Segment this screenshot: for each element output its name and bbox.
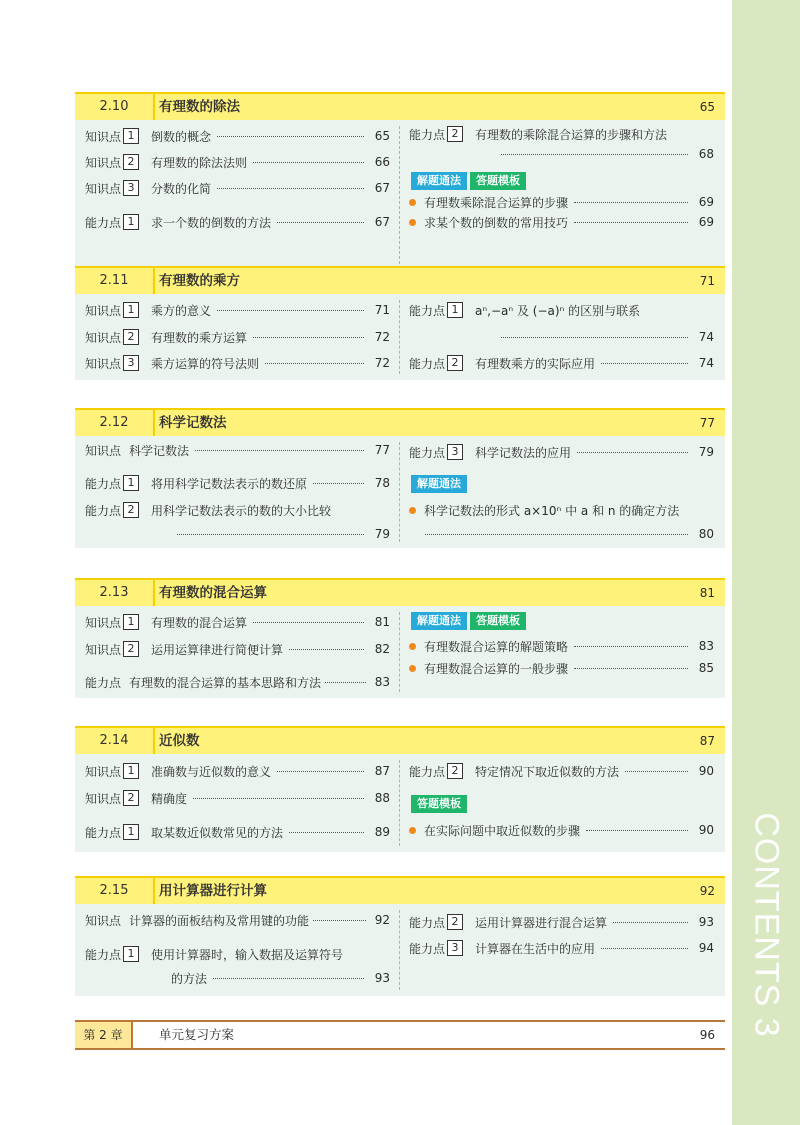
leader-dots [277,222,364,223]
entry-title: 科学记数法的形式 a×10ⁿ 中 a 和 n 的确定方法 [424,503,680,518]
leader-dots [501,337,688,338]
section-number: 2.14 [99,733,129,748]
leader-dots [253,622,364,623]
entry-title: 乘方运算的符号法则 [151,356,260,371]
entry-title: 分数的化简 [151,181,212,196]
entry-page: 72 [374,356,390,370]
leader-dots [313,920,366,921]
toc-bullet-entry[interactable] [409,636,714,656]
entry-number: 1 [123,824,139,840]
entry-title: 运用运算律进行简便计算 [151,642,284,657]
section-header [75,92,725,120]
entry-page: 90 [698,764,714,778]
toc-entry-continuation[interactable] [495,327,714,347]
entry-title: 科学记数法的应用 [475,445,572,460]
toc-entry[interactable] [85,440,390,460]
bullet-dot [409,199,416,206]
entry-page: 66 [374,155,390,169]
method-badges [411,172,529,190]
toc-entry-continuation[interactable] [171,524,390,544]
section-body [75,904,725,996]
section-2-10 [75,92,725,270]
entry-number: 1 [123,214,139,230]
leader-dots [217,188,364,189]
toc-entry[interactable] [85,178,390,198]
toc-entry[interactable] [85,500,390,520]
entry-page: 83 [698,639,714,653]
badge-dati: 答题模板 [470,172,526,190]
toc-bullet-entry[interactable] [409,658,714,678]
leader-dots [195,450,364,451]
section-number: 2.12 [99,415,129,430]
entry-title: 准确数与近似数的意义 [151,764,272,779]
entry-number: 3 [123,180,139,196]
entry-number: 1 [447,302,463,318]
leader-dots [577,452,688,453]
entry-page: 69 [698,215,714,229]
header-divider [153,580,155,606]
leader-dots [574,646,688,647]
entry-tag: 知识点 [85,642,122,657]
badge-jieti: 解题通法 [411,172,467,190]
section-title: 有理数的除法 [159,99,240,115]
entry-tag: 能力点 [409,915,446,930]
section-body [75,294,725,380]
entry-title: 有理数的乘除混合运算的步骤和方法 [475,127,668,142]
leader-dots [574,222,688,223]
entry-tag: 知识点 [85,155,122,170]
entry-title: 运用计算器进行混合运算 [475,915,608,930]
leader-dots [177,534,364,535]
entry-page: 89 [374,825,390,839]
toc-entry[interactable] [85,944,390,964]
column-divider [399,126,400,264]
entry-number: 1 [123,128,139,144]
badge-dati: 答题模板 [470,612,526,630]
toc-entry[interactable] [85,353,390,373]
method-badges [411,795,470,813]
leader-dots [313,483,364,484]
leader-dots [217,310,364,311]
header-divider [153,268,155,294]
entry-number: 1 [123,475,139,491]
section-title: 科学记数法 [159,415,227,431]
entry-number: 2 [123,502,139,518]
section-body [75,436,725,548]
leader-dots [277,771,364,772]
section-2-14 [75,726,725,852]
contents-side-label: CONTENTS 3 [747,812,786,1038]
entry-tag: 能力点 [85,825,122,840]
bullet-dot [409,219,416,226]
header-divider [153,878,155,904]
leader-dots [253,162,364,163]
section-page: 92 [699,884,715,898]
section-body [75,754,725,852]
entry-tag: 能力点 [409,127,446,142]
leader-dots [289,649,364,650]
entry-page: 71 [374,303,390,317]
entry-page: 82 [374,642,390,656]
header-divider [153,94,155,120]
entry-number: 2 [447,355,463,371]
entry-title: 精确度 [151,791,188,806]
column-divider [399,442,400,542]
toc-entry[interactable] [409,124,714,144]
entry-tag: 能力点 [85,675,122,690]
leader-dots [253,337,364,338]
leader-dots [586,830,688,831]
entry-tag: 能力点 [409,303,446,318]
entry-tag: 知识点 [85,129,122,144]
toc-entry[interactable] [409,353,714,373]
entry-title: 计算器的面板结构及常用键的功能 [129,913,310,928]
column-divider [399,910,400,990]
entry-number: 3 [447,444,463,460]
section-header [75,408,725,436]
bullet-dot [409,643,416,650]
section-body [75,120,725,270]
entry-tag: 知识点 [85,791,122,806]
leader-dots [213,978,364,979]
column-divider [399,612,400,692]
entry-tag: 知识点 [85,615,122,630]
toc-bullet-entry[interactable] [409,192,714,212]
entry-title: 倒数的概念 [151,129,212,144]
entry-title: 有理数乘除混合运算的步骤 [424,195,569,210]
toc-entry[interactable] [85,761,390,781]
leader-dots [501,154,688,155]
toc-entry[interactable] [85,300,390,320]
badge-jieti: 解题通法 [411,475,467,493]
entry-title: 有理数混合运算的解题策略 [424,639,569,654]
toc-entry[interactable] [409,761,714,781]
entry-tag: 能力点 [409,445,446,460]
entry-page: 79 [698,445,714,459]
chapter-label: 第 2 章 [75,1022,131,1048]
entry-page: 68 [698,147,714,161]
section-title: 用计算器进行计算 [159,883,267,899]
entry-title: 有理数乘方的实际应用 [475,356,596,371]
toc-entry-continuation[interactable] [419,524,714,544]
toc-bullet-entry[interactable] [409,820,714,840]
entry-tag: 能力点 [85,503,122,518]
entry-page: 92 [374,913,390,927]
toc-bullet-entry[interactable] [409,500,714,520]
entry-page: 81 [374,615,390,629]
entry-title: 在实际问题中取近似数的步骤 [424,823,581,838]
entry-title: 有理数的乘方运算 [151,330,248,345]
leader-dots [601,948,688,949]
entry-title-continued: 的方法 [171,971,208,986]
leader-dots [289,832,364,833]
chapter-title: 单元复习方案 [159,1027,235,1042]
entry-number: 2 [447,126,463,142]
entry-title: 有理数混合运算的一般步骤 [424,661,569,676]
entry-title: 计算器在生活中的应用 [475,941,596,956]
toc-entry-continuation[interactable] [495,144,714,164]
entry-page: 65 [374,129,390,143]
section-page: 65 [699,100,715,114]
leader-dots [425,534,688,535]
section-title: 近似数 [159,733,200,749]
bullet-dot [409,507,416,514]
toc-entry[interactable] [409,442,714,462]
entry-page: 72 [374,330,390,344]
chapter-review-entry[interactable] [75,1020,725,1050]
toc-entry[interactable] [85,212,390,232]
entry-number: 2 [123,790,139,806]
badge-jieti: 解题通法 [411,612,467,630]
leader-dots [574,202,688,203]
section-number: 2.13 [99,585,129,600]
entry-tag: 知识点 [85,303,122,318]
entry-title: 使用计算器时，输入数据及运算符号 [151,947,344,962]
entry-number: 2 [447,914,463,930]
entry-title: 将用科学记数法表示的数还原 [151,476,308,491]
entry-number: 1 [123,302,139,318]
entry-number: 1 [123,614,139,630]
entry-tag: 知识点 [85,443,122,458]
section-number: 2.10 [99,99,129,114]
entry-tag: 能力点 [85,476,122,491]
section-2-15 [75,876,725,996]
entry-tag: 知识点 [85,356,122,371]
section-2-13 [75,578,725,698]
section-title: 有理数的混合运算 [159,585,267,601]
entry-page: 90 [698,823,714,837]
entry-number: 2 [123,154,139,170]
method-badges [411,475,470,493]
chapter-divider [131,1022,133,1048]
bullet-dot [409,827,416,834]
entry-tag: 知识点 [85,764,122,779]
entry-page: 67 [374,181,390,195]
toc-entry[interactable] [409,912,714,932]
entry-number: 3 [123,355,139,371]
leader-dots [217,136,364,137]
method-badges [411,612,529,630]
toc-entry[interactable] [409,938,714,958]
toc-entry[interactable] [85,126,390,146]
section-header [75,266,725,294]
bullet-dot [409,665,416,672]
entry-tag: 能力点 [409,356,446,371]
section-page: 81 [699,586,715,600]
entry-title: 有理数的混合运算的基本思路和方法 [129,675,322,690]
entry-page: 74 [698,356,714,370]
entry-page: 78 [374,476,390,490]
entry-page: 69 [698,195,714,209]
entry-title: 有理数的除法法则 [151,155,248,170]
entry-title: 乘方的意义 [151,303,212,318]
section-title: 有理数的乘方 [159,273,240,289]
entry-tag: 知识点 [85,913,122,928]
entry-title: aⁿ,−aⁿ 及 (−a)ⁿ 的区别与联系 [475,303,641,318]
section-page: 77 [699,416,715,430]
toc-entry[interactable] [85,788,390,808]
entry-number: 2 [123,329,139,345]
badge-dati: 答题模板 [411,795,467,813]
entry-page: 87 [374,764,390,778]
header-divider [153,728,155,754]
leader-dots [625,771,688,772]
chapter-page: 96 [699,1028,715,1042]
toc-entry[interactable] [85,639,390,659]
toc-entry[interactable] [85,612,390,632]
toc-entry[interactable] [85,327,390,347]
entry-title: 求一个数的倒数的方法 [151,215,272,230]
section-number: 2.15 [99,883,129,898]
column-divider [399,300,400,374]
toc-entry[interactable] [85,473,390,493]
section-number: 2.11 [99,273,129,288]
toc-entry[interactable] [85,152,390,172]
section-page: 71 [699,274,715,288]
toc-bullet-entry[interactable] [409,212,714,232]
entry-tag: 知识点 [85,330,122,345]
entry-number: 1 [123,763,139,779]
entry-page: 67 [374,215,390,229]
leader-dots [265,363,364,364]
entry-page: 88 [374,791,390,805]
entry-number: 2 [123,641,139,657]
entry-number: 2 [447,763,463,779]
section-header [75,876,725,904]
entry-title: 用科学记数法表示的数的大小比较 [151,503,332,518]
entry-title: 有理数的混合运算 [151,615,248,630]
section-2-11 [75,266,725,380]
toc-entry[interactable] [85,822,390,842]
entry-page: 93 [374,971,390,985]
entry-page: 83 [374,675,390,689]
entry-page: 85 [698,661,714,675]
entry-page: 80 [698,527,714,541]
toc-entry[interactable] [85,672,390,692]
entry-page: 77 [374,443,390,457]
column-divider [399,760,400,846]
entry-tag: 能力点 [85,947,122,962]
entry-page: 74 [698,330,714,344]
toc-entry[interactable] [85,910,390,930]
toc-entry[interactable] [409,300,714,320]
leader-dots [325,682,366,683]
leader-dots [574,668,688,669]
entry-tag: 能力点 [409,941,446,956]
entry-title: 求某个数的倒数的常用技巧 [424,215,569,230]
toc-entry-continuation[interactable] [171,968,390,988]
section-header [75,578,725,606]
entry-title: 科学记数法 [129,443,190,458]
entry-page: 93 [698,915,714,929]
entry-tag: 能力点 [409,764,446,779]
entry-title: 特定情况下取近似数的方法 [475,764,620,779]
section-body [75,606,725,698]
entry-number: 3 [447,940,463,956]
entry-tag: 能力点 [85,215,122,230]
entry-tag: 知识点 [85,181,122,196]
entry-title: 取某数近似数常见的方法 [151,825,284,840]
header-divider [153,410,155,436]
section-header [75,726,725,754]
entry-page: 94 [698,941,714,955]
leader-dots [193,798,364,799]
leader-dots [613,922,688,923]
entry-number: 1 [123,946,139,962]
section-2-12 [75,408,725,548]
entry-page: 79 [374,527,390,541]
leader-dots [601,363,688,364]
section-page: 87 [699,734,715,748]
